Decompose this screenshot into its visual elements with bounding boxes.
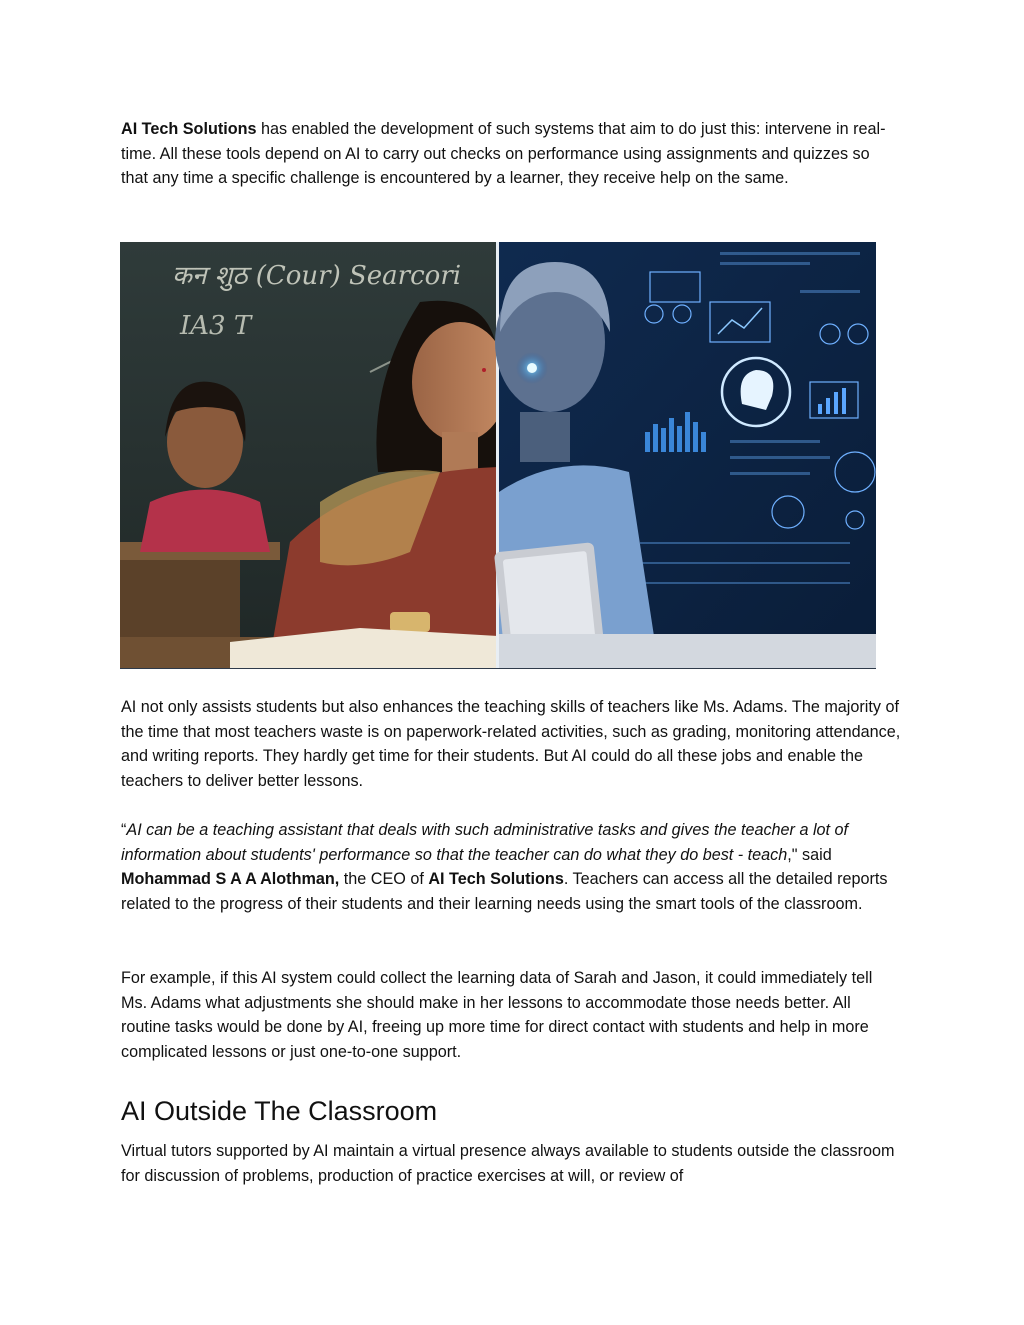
chalk-writing: कन शुठ (Cour) Searcori	[172, 261, 462, 291]
paragraph-virtual-tutors: Virtual tutors supported by AI maintain a virtual presence always available to students outside the classroom for discussion of problems, production of practice exercises at will, or review of	[121, 1142, 895, 1185]
section-heading: AI Outside The Classroom	[121, 1096, 438, 1126]
role-text: the CEO of	[339, 870, 429, 888]
paragraph-example: For example, if this AI system could collect the learning data of Sarah and Jason, it could immediately tell Ms. Adams what adjustments she should make in her lessons to accommodate those needs better. All routine tasks would be done by AI, freeing up more time for direct contact with students and help in more complicated lessons or just one-to-one support.	[121, 969, 873, 1061]
brand-name: AI Tech Solutions	[428, 870, 564, 888]
said-text: ," said	[787, 845, 832, 864]
figure-rule	[120, 668, 876, 669]
ai-half	[494, 242, 876, 669]
classroom-half	[120, 242, 508, 669]
paragraph-intro-text: has enabled the development of such systems that aim to do just this: intervene in real-time. All these tools depend on AI to carry out checks on performance using assignments and quizzes so that any time a specific challenge is encountered by a learner, they receive help on the same.	[121, 120, 886, 187]
person-name: Mohammad S A A Alothman,	[121, 870, 340, 888]
brand-name: AI Tech Solutions	[121, 120, 257, 138]
quote-rest-text: . Teachers can access all the detailed reports related to the progress of their students and their learning needs using the smart tools of the classroom.	[121, 870, 888, 913]
paragraph-intro	[121, 117, 901, 191]
illustration-teacher-and-ai	[120, 242, 876, 669]
chalk-writing-2: IA3 T	[180, 311, 252, 341]
quote-text: AI can be a teaching assistant that deals with such administrative tasks and gives the teacher a lot of information about students' performance so that the teacher can do what they do best - teach	[121, 821, 849, 864]
paragraph-teaching-skills: AI not only assists students but also enhances the teaching skills of teachers like Ms. Adams. The majority of the time that most teachers waste is on paperwork-related activities, such as grading, monitoring attendance, and writing reports. They hardly get time for their students. But AI could do all these jobs and enable the teachers to deliver better lessons.	[121, 698, 901, 790]
paragraph-quote	[121, 818, 901, 916]
open-quote: “	[121, 821, 127, 839]
